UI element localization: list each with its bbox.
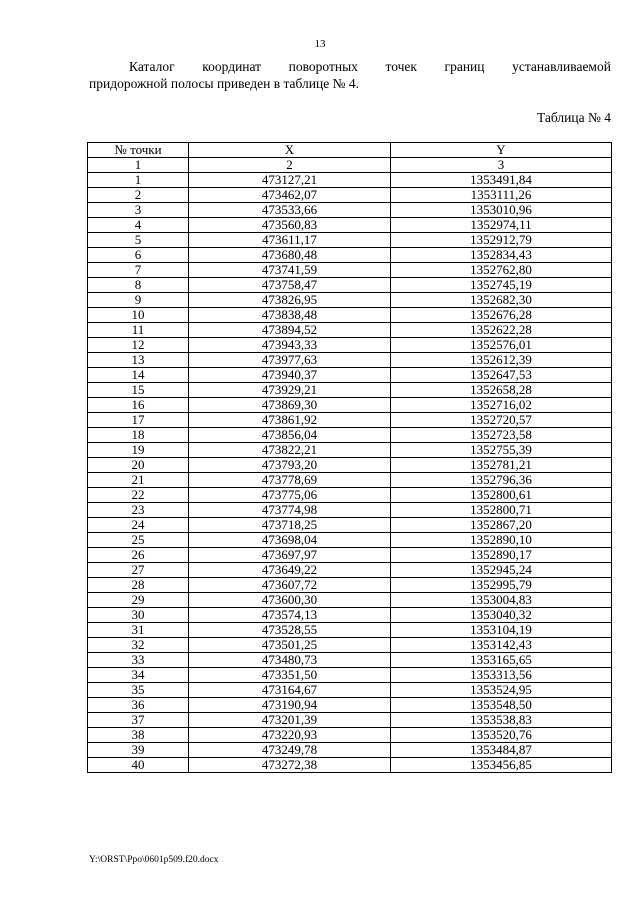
cell-y: 1352796,36 (391, 473, 612, 488)
cell-point-number: 21 (88, 473, 189, 488)
cell-y: 1352658,28 (391, 383, 612, 398)
cell-y: 1352974,11 (391, 218, 612, 233)
cell-point-number: 20 (88, 458, 189, 473)
table-caption: Таблица № 4 (537, 110, 611, 125)
cell-y: 1352800,61 (391, 488, 612, 503)
cell-y: 1352867,20 (391, 518, 612, 533)
cell-x: 473741,59 (189, 263, 391, 278)
intro-word: Каталог (129, 59, 175, 74)
cell-y: 1352755,39 (391, 443, 612, 458)
table-row (88, 653, 612, 668)
cell-point-number: 1 (88, 173, 189, 188)
cell-x: 473940,37 (189, 368, 391, 383)
table-row (88, 548, 612, 563)
cell-point-number: 30 (88, 608, 189, 623)
cell-x: 473822,21 (189, 443, 391, 458)
cell-y: 1353484,87 (391, 743, 612, 758)
cell-x: 473775,06 (189, 488, 391, 503)
table-row (88, 503, 612, 518)
intro-paragraph (89, 58, 611, 92)
cell-x: 473574,13 (189, 608, 391, 623)
cell-x: 473220,93 (189, 728, 391, 743)
cell-point-number: 22 (88, 488, 189, 503)
coordinates-table (87, 142, 612, 773)
cell-y: 1352682,30 (391, 293, 612, 308)
table-row (88, 428, 612, 443)
cell-point-number: 40 (88, 758, 189, 773)
cell-y: 1353538,83 (391, 713, 612, 728)
cell-x: 473501,25 (189, 638, 391, 653)
table-row (88, 293, 612, 308)
cell-point-number: 26 (88, 548, 189, 563)
cell-x: 473351,50 (189, 668, 391, 683)
cell-x: 473249,78 (189, 743, 391, 758)
cell-point-number: 19 (88, 443, 189, 458)
cell-y: 1352576,01 (391, 338, 612, 353)
cell-x: 473856,04 (189, 428, 391, 443)
cell-x: 473272,38 (189, 758, 391, 773)
column-number-row (88, 158, 612, 173)
cell-x: 473718,25 (189, 518, 391, 533)
cell-point-number: 2 (88, 188, 189, 203)
cell-point-number: 35 (88, 683, 189, 698)
intro-word: точек (385, 59, 417, 74)
intro-line-2: придорожной полосы приведен в таблице № 4. (89, 76, 359, 91)
cell-point-number: 6 (88, 248, 189, 263)
cell-point-number: 10 (88, 308, 189, 323)
cell-y: 1353313,56 (391, 668, 612, 683)
cell-x: 473774,98 (189, 503, 391, 518)
cell-y: 1353142,43 (391, 638, 612, 653)
cell-point-number: 3 (88, 203, 189, 218)
table-row (88, 743, 612, 758)
cell-x: 473826,95 (189, 293, 391, 308)
footer-file-path: Y:\ORST\Ppo\0601p509.f20.docx (89, 855, 219, 865)
cell-x: 473480,73 (189, 653, 391, 668)
table-row (88, 383, 612, 398)
intro-line-1 (89, 58, 611, 75)
table-row (88, 623, 612, 638)
cell-y: 1352834,43 (391, 248, 612, 263)
cell-x: 473929,21 (189, 383, 391, 398)
cell-point-number: 38 (88, 728, 189, 743)
cell-y: 1352762,80 (391, 263, 612, 278)
table-row (88, 473, 612, 488)
table-row (88, 188, 612, 203)
table-row (88, 368, 612, 383)
cell-x: 473164,67 (189, 683, 391, 698)
cell-x: 473611,17 (189, 233, 391, 248)
cell-y: 1352745,19 (391, 278, 612, 293)
table-row (88, 638, 612, 653)
table-row (88, 203, 612, 218)
cell-point-number: 15 (88, 383, 189, 398)
table-row (88, 758, 612, 773)
cell-x: 473894,52 (189, 323, 391, 338)
table-row (88, 323, 612, 338)
cell-x: 473528,55 (189, 623, 391, 638)
cell-x: 473680,48 (189, 248, 391, 263)
cell-point-number: 33 (88, 653, 189, 668)
cell-y: 1352723,58 (391, 428, 612, 443)
page-number: 13 (314, 38, 326, 50)
cell-y: 1353010,96 (391, 203, 612, 218)
cell-x: 473838,48 (189, 308, 391, 323)
cell-point-number: 12 (88, 338, 189, 353)
cell-y: 1352890,17 (391, 548, 612, 563)
table-row (88, 488, 612, 503)
intro-word: поворотных (288, 59, 358, 74)
cell-y: 1353104,19 (391, 623, 612, 638)
header-point-number: № точки (88, 143, 189, 158)
table-body (88, 173, 612, 773)
cell-y: 1353524,95 (391, 683, 612, 698)
cell-x: 473649,22 (189, 563, 391, 578)
cell-point-number: 34 (88, 668, 189, 683)
cell-y: 1353040,32 (391, 608, 612, 623)
cell-x: 473560,83 (189, 218, 391, 233)
cell-point-number: 27 (88, 563, 189, 578)
cell-x: 473190,94 (189, 698, 391, 713)
cell-y: 1352647,53 (391, 368, 612, 383)
table-row (88, 218, 612, 233)
cell-point-number: 5 (88, 233, 189, 248)
table-row (88, 728, 612, 743)
cell-y: 1353456,85 (391, 758, 612, 773)
cell-y: 1352912,79 (391, 233, 612, 248)
cell-point-number: 16 (88, 398, 189, 413)
cell-y: 1352720,57 (391, 413, 612, 428)
cell-y: 1352945,24 (391, 563, 612, 578)
cell-y: 1352781,21 (391, 458, 612, 473)
cell-y: 1353165,65 (391, 653, 612, 668)
table-row (88, 338, 612, 353)
cell-x: 473607,72 (189, 578, 391, 593)
cell-y: 1353548,50 (391, 698, 612, 713)
table-row (88, 278, 612, 293)
cell-y: 1352995,79 (391, 578, 612, 593)
cell-point-number: 28 (88, 578, 189, 593)
column-number: 3 (391, 158, 612, 173)
table-row (88, 668, 612, 683)
table-row (88, 413, 612, 428)
cell-point-number: 17 (88, 413, 189, 428)
column-number: 2 (189, 158, 391, 173)
table-row (88, 233, 612, 248)
cell-x: 473977,63 (189, 353, 391, 368)
cell-x: 473462,07 (189, 188, 391, 203)
cell-point-number: 36 (88, 698, 189, 713)
cell-y: 1352800,71 (391, 503, 612, 518)
intro-word: границ (444, 59, 485, 74)
table-row (88, 308, 612, 323)
cell-x: 473201,39 (189, 713, 391, 728)
cell-point-number: 29 (88, 593, 189, 608)
table-row (88, 713, 612, 728)
cell-point-number: 37 (88, 713, 189, 728)
table-row (88, 248, 612, 263)
table-row (88, 398, 612, 413)
cell-y: 1353520,76 (391, 728, 612, 743)
cell-y: 1352622,28 (391, 323, 612, 338)
table-header-row (88, 143, 612, 158)
cell-point-number: 32 (88, 638, 189, 653)
cell-point-number: 23 (88, 503, 189, 518)
intro-word: координат (202, 59, 262, 74)
cell-x: 473758,47 (189, 278, 391, 293)
table-row (88, 263, 612, 278)
cell-x: 473698,04 (189, 533, 391, 548)
cell-point-number: 9 (88, 293, 189, 308)
intro-word: устанавливаемой (512, 59, 611, 74)
cell-x: 473600,30 (189, 593, 391, 608)
cell-y: 1352716,02 (391, 398, 612, 413)
header-x: X (189, 143, 391, 158)
cell-x: 473861,92 (189, 413, 391, 428)
header-y: Y (391, 143, 612, 158)
cell-x: 473533,66 (189, 203, 391, 218)
table-row (88, 443, 612, 458)
cell-point-number: 8 (88, 278, 189, 293)
table-row (88, 563, 612, 578)
cell-y: 1352676,28 (391, 308, 612, 323)
cell-y: 1352890,10 (391, 533, 612, 548)
table-row (88, 173, 612, 188)
cell-point-number: 25 (88, 533, 189, 548)
column-number: 1 (88, 158, 189, 173)
cell-y: 1353491,84 (391, 173, 612, 188)
cell-x: 473697,97 (189, 548, 391, 563)
cell-x: 473793,20 (189, 458, 391, 473)
cell-point-number: 31 (88, 623, 189, 638)
cell-x: 473778,69 (189, 473, 391, 488)
table-row (88, 683, 612, 698)
table-row (88, 608, 612, 623)
table-row (88, 518, 612, 533)
table-row (88, 458, 612, 473)
cell-point-number: 4 (88, 218, 189, 233)
cell-point-number: 24 (88, 518, 189, 533)
cell-point-number: 14 (88, 368, 189, 383)
cell-point-number: 18 (88, 428, 189, 443)
table-row (88, 533, 612, 548)
cell-point-number: 7 (88, 263, 189, 278)
table-row (88, 353, 612, 368)
cell-x: 473127,21 (189, 173, 391, 188)
cell-y: 1353004,83 (391, 593, 612, 608)
cell-point-number: 13 (88, 353, 189, 368)
cell-y: 1353111,26 (391, 188, 612, 203)
cell-point-number: 39 (88, 743, 189, 758)
table-row (88, 578, 612, 593)
cell-x: 473943,33 (189, 338, 391, 353)
cell-point-number: 11 (88, 323, 189, 338)
cell-y: 1352612,39 (391, 353, 612, 368)
cell-x: 473869,30 (189, 398, 391, 413)
table-row (88, 698, 612, 713)
table-row (88, 593, 612, 608)
